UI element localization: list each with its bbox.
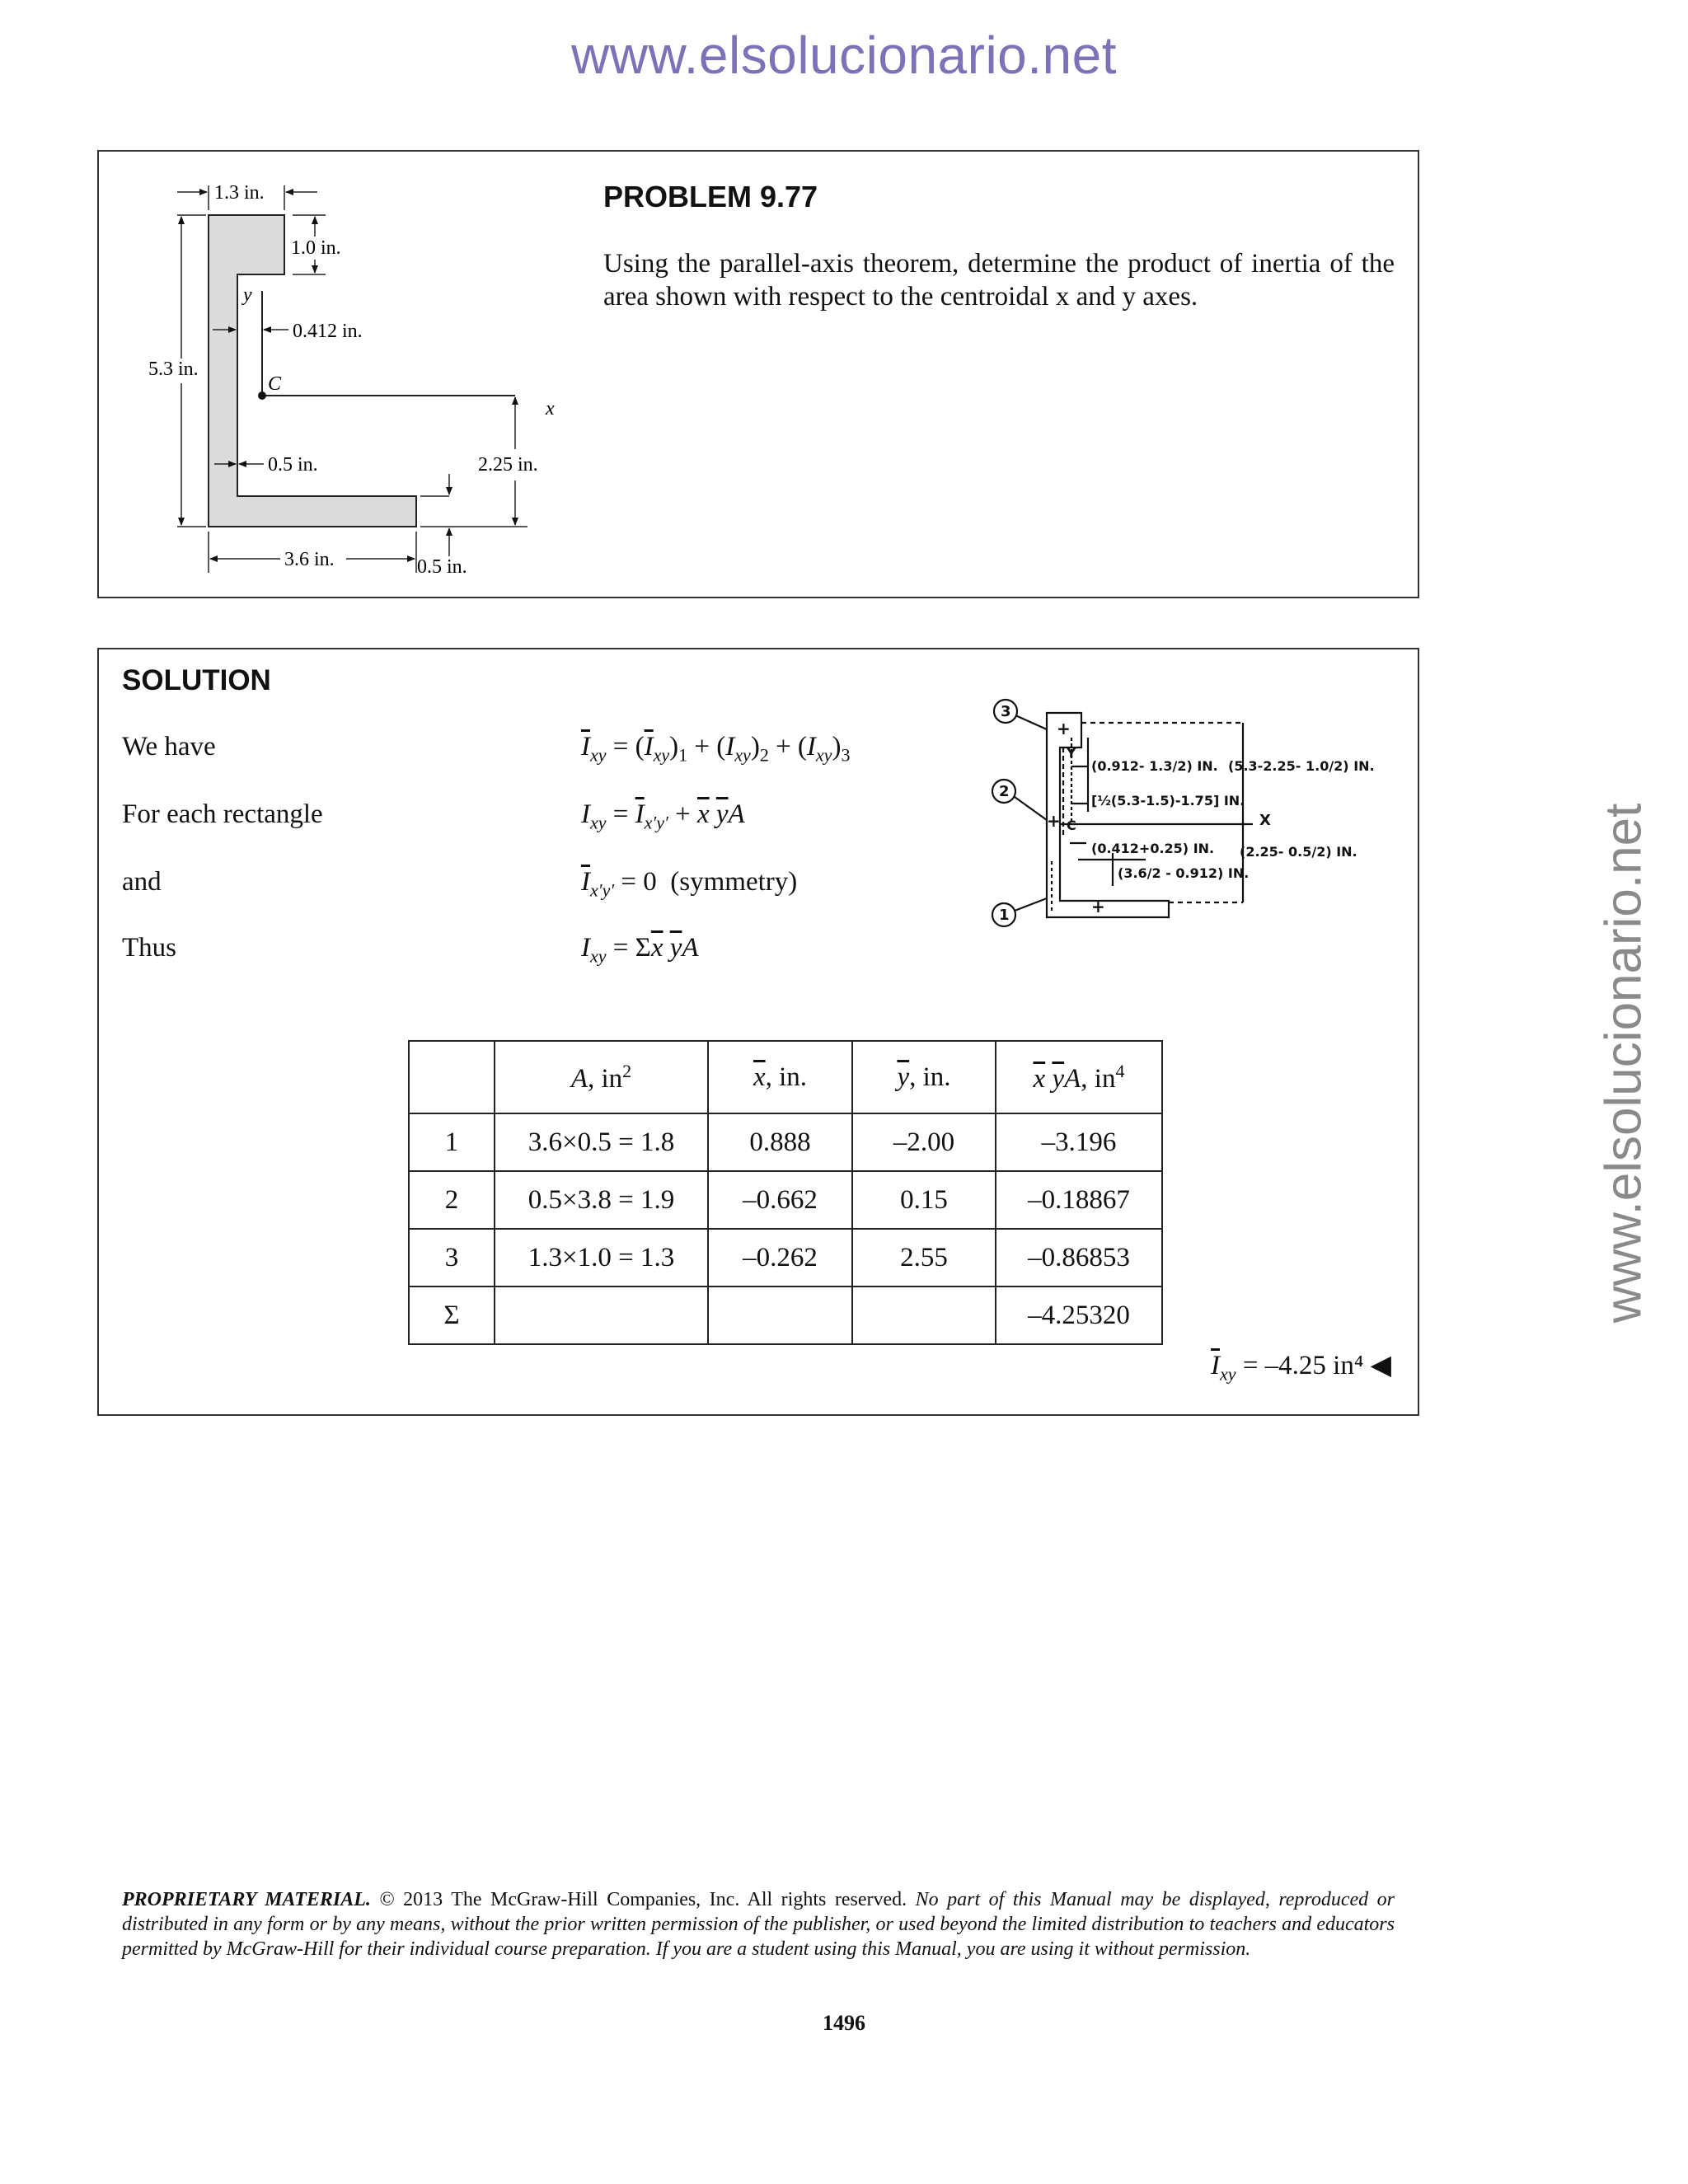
dim-web-offset: 0.412 in. — [293, 321, 363, 342]
table-cell: 0.5×3.8 = 1.9 — [495, 1171, 708, 1229]
svg-text:+: + — [1047, 811, 1061, 831]
centroid-dot — [258, 391, 266, 400]
table-cell: 3 — [409, 1229, 495, 1286]
fig-label-y: y — [243, 284, 252, 306]
final-answer: $\overline{I}_{xy} = -4.25$ in⁴ ◀ — [1211, 1351, 1391, 1385]
label-and: and — [122, 867, 162, 897]
table-cell: 3.6×0.5 = 1.8 — [495, 1113, 708, 1171]
label-thus: Thus — [122, 933, 176, 963]
table-cell — [495, 1286, 708, 1344]
table-header-row — [409, 1041, 1162, 1113]
table-cell: 1 — [409, 1113, 495, 1171]
table-header-cell: A, $in^2$ — [495, 1041, 708, 1113]
table-cell: –0.18867 — [996, 1171, 1162, 1229]
table-header-cell — [409, 1041, 495, 1113]
channel-shape — [209, 215, 416, 527]
answer-marker-icon: ◀ — [1370, 1351, 1391, 1380]
results-table — [408, 1040, 1163, 1345]
label-we-have: We have — [122, 732, 216, 762]
sketch-label-2: 2 — [999, 783, 1010, 800]
sketch-label-1: 1 — [999, 907, 1010, 924]
table-header-cell: $\overline{x}$, in. — [708, 1041, 852, 1113]
table-cell: –0.86853 — [996, 1229, 1162, 1286]
table-cell: Σ — [409, 1286, 495, 1344]
page-number: 1496 — [823, 2011, 865, 2035]
sketch-note-c: [½(5.3-1.5)-1.75] IN. — [1091, 793, 1245, 808]
table-cell: –0.662 — [708, 1171, 852, 1229]
table-cell: 2 — [409, 1171, 495, 1229]
footer-rights: © 2013 The McGraw-Hill Companies, Inc. All rights reserved. — [379, 1889, 907, 1910]
svg-text:+: + — [1057, 719, 1071, 738]
fig-label-x: x — [546, 398, 555, 419]
dim-top-height: 1.0 in. — [291, 237, 341, 259]
sketch-note-a: (0.912- 1.3/2) IN. — [1091, 758, 1218, 774]
table-row — [409, 1171, 1162, 1229]
dim-web-thickness: 0.5 in. — [268, 454, 318, 476]
sketch-note-b: (5.3-2.25- 1.0/2) IN. — [1228, 758, 1375, 774]
table-row — [409, 1229, 1162, 1286]
sketch-label-3: 3 — [1001, 703, 1011, 720]
equation-3: $\overline{I}_{x'y'} = 0$ (symmetry) — [581, 867, 798, 901]
sketch-label-x: X — [1259, 812, 1271, 829]
table-cell: 0.15 — [852, 1171, 996, 1229]
footer-notice — [122, 1887, 1395, 1961]
symmetry-note: (symmetry) — [670, 867, 798, 897]
dim-height: 5.3 in. — [148, 359, 199, 380]
table-cell: –4.25320 — [996, 1286, 1162, 1344]
table-cell: –3.196 — [996, 1113, 1162, 1171]
watermark-side-text: www.elsolucionario.net — [1595, 803, 1653, 1324]
dim-bottom-width: 3.6 in. — [284, 549, 335, 570]
table-cell: –2.00 — [852, 1113, 996, 1171]
svg-text:+: + — [1091, 897, 1105, 916]
footer-text: No part of this Manual may be displayed, reproduced or distributed in any form or by any means, without the prior written permission of the publisher, or used beyond the limited distribution to teachers and educators permitted by McGraw-Hill for their individual course preparation. If you are a student using this Manual, you are using it without permission. — [122, 1889, 1395, 1960]
solution-title: SOLUTION — [122, 664, 271, 696]
table-cell: 0.888 — [708, 1113, 852, 1171]
problem-figure — [140, 169, 569, 589]
dim-top-width: 1.3 in. — [214, 182, 265, 204]
equation-2: $I_{xy} = \overline{I}_{x'y'} + \overline{x}$ $\overline{y}A$ — [581, 799, 745, 833]
sketch-note-d: (0.412+0.25) IN. — [1091, 841, 1215, 856]
sketch-note-e: (2.25- 0.5/2) IN. — [1240, 844, 1357, 860]
problem-title: PROBLEM 9.77 — [603, 180, 818, 213]
table-cell: –0.262 — [708, 1229, 852, 1286]
table-cell: 1.3×1.0 = 1.3 — [495, 1229, 708, 1286]
fig-label-c: C — [268, 373, 282, 395]
footer-lead: PROPRIETARY MATERIAL. — [122, 1889, 371, 1910]
problem-text: Using the parallel-axis theorem, determine the product of inertia of the area shown with respect to the centroidal x and y axes. — [603, 249, 1395, 312]
watermark-top: www.elsolucionario.net — [571, 26, 1117, 85]
table-cell — [852, 1286, 996, 1344]
table-row — [409, 1113, 1162, 1171]
solution-sketch — [981, 688, 1385, 935]
sketch-label-c: C — [1067, 818, 1076, 833]
equation-4: $I_{xy} = \Sigma\overline{x}$ $\overline{y}A$ — [581, 933, 699, 967]
dim-bottom-thickness: 0.5 in. — [417, 556, 467, 578]
sketch-shape — [1047, 713, 1169, 917]
table-header-cell: $\overline{y}$, in. — [852, 1041, 996, 1113]
table-header-cell: $\overline{x}$ $\overline{y}A$, $in^4$ — [996, 1041, 1162, 1113]
table-cell: 2.55 — [852, 1229, 996, 1286]
dim-centroid-height: 2.25 in. — [478, 454, 538, 476]
table-row-sum — [409, 1286, 1162, 1344]
label-for-each: For each rectangle — [122, 799, 323, 829]
sketch-label-y: Y — [1067, 745, 1076, 761]
table-cell — [708, 1286, 852, 1344]
equation-1: $\overline{I}_{xy} = (\overline{I}_{xy})_1 + (I_{xy})_2 + (I_{xy})_3$ — [581, 732, 851, 766]
final-answer-value: = –4.25 in⁴ — [1242, 1351, 1364, 1380]
sketch-note-f: (3.6/2 - 0.912) IN. — [1118, 865, 1250, 881]
